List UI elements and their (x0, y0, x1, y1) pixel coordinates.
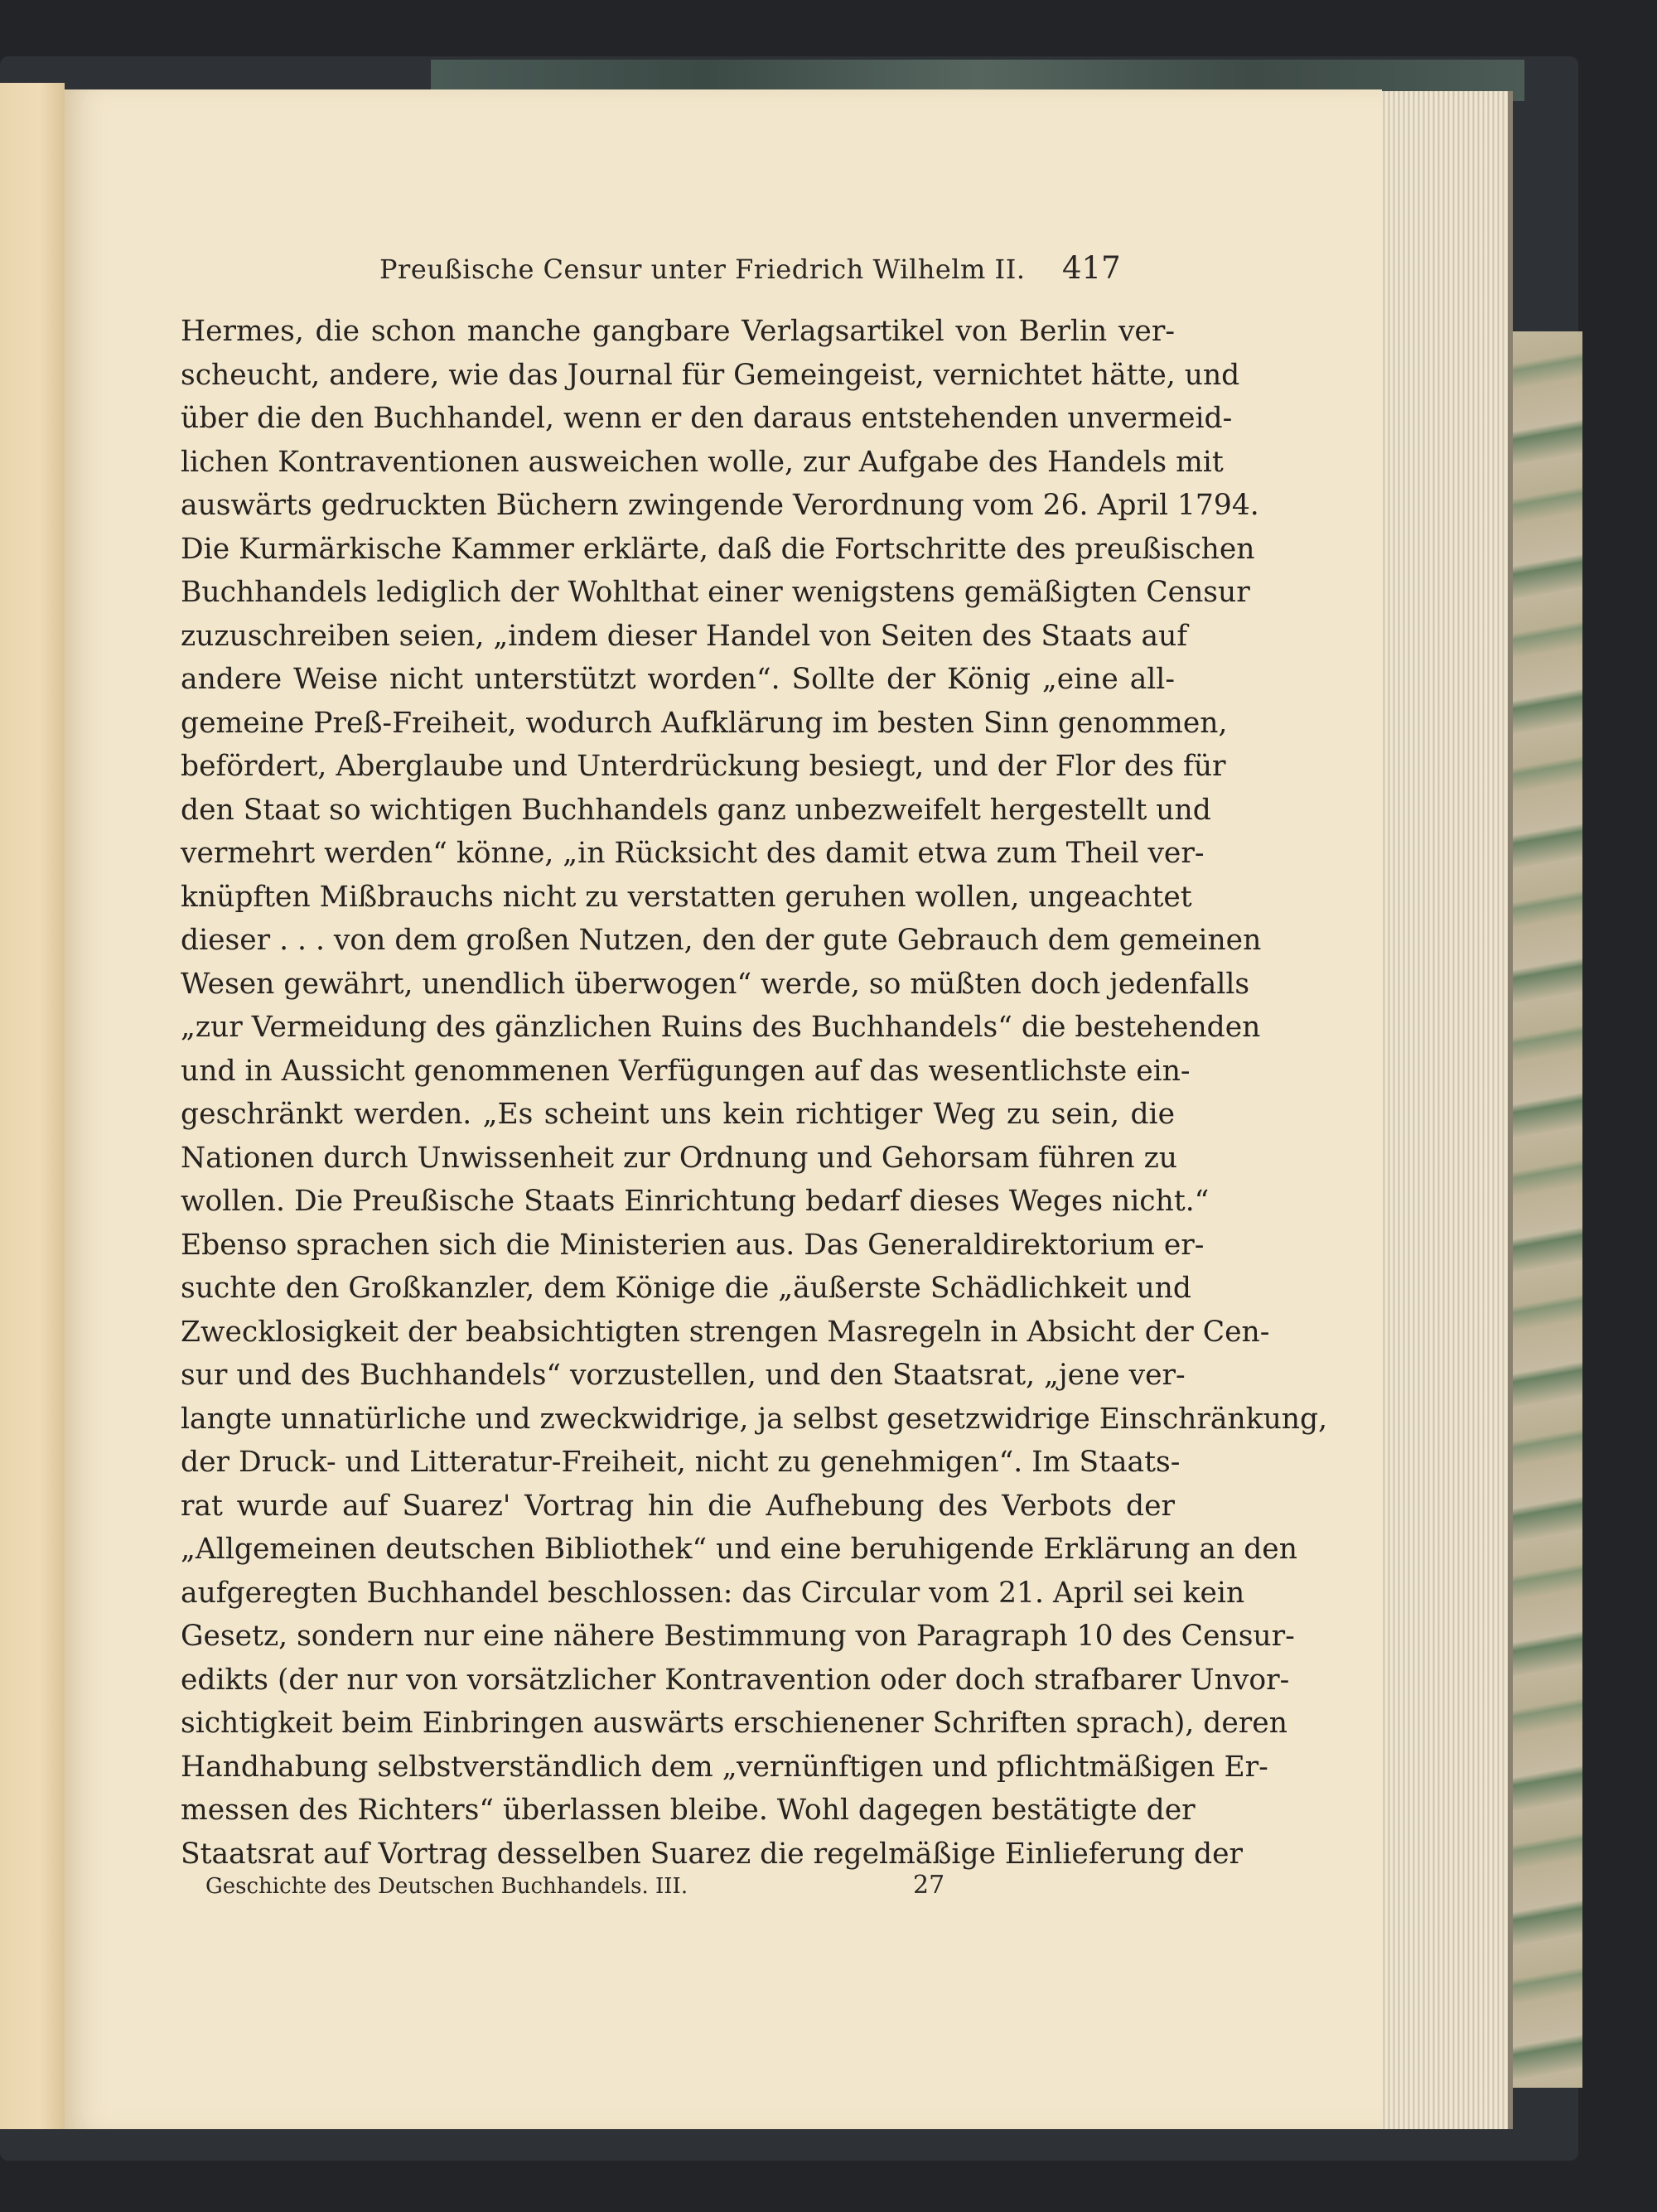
text-line: dieser . . . von dem großen Nutzen, den der gute Gebrauch dem gemeinen (181, 924, 1262, 957)
text-line: „zur Vermeidung des gänzlichen Ruins des Buchhandels“ die bestehenden (181, 1011, 1261, 1044)
marbled-endpaper (1508, 331, 1582, 2088)
text-line: vermehrt werden“ könne, „in Rücksicht des damit etwa zum Theil ver- (181, 837, 1205, 870)
page-footer (65, 1871, 1382, 1915)
text-line: über die den Buchhandel, wenn er den daraus entstehenden unvermeid- (181, 402, 1233, 435)
text-line: andere Weise nicht unterstützt worden“. Sollte der König „eine all- (181, 663, 1175, 696)
text-line: edikts (der nur von vorsätzlicher Kontravention oder doch strafbarer Unvor- (181, 1663, 1290, 1697)
text-line: langte unnatürliche und zweckwidrige, ja selbst gesetzwidrige Einschränkung, (181, 1402, 1328, 1436)
book-page (65, 89, 1382, 2129)
text-line: aufgeregten Buchhandel beschlossen: das Circular vom 21. April sei kein (181, 1576, 1245, 1610)
text-line: knüpften Mißbrauchs nicht zu verstatten geruhen wollen, ungeachtet (181, 880, 1192, 914)
text-line: Wesen gewährt, unendlich überwogen“ werde, so müßten doch jedenfalls (181, 967, 1250, 1001)
text-line: sur und des Buchhandels“ vorzustellen, und den Staatsrat, „jene ver- (181, 1359, 1186, 1392)
text-line: Ebenso sprachen sich die Ministerien aus. Das Generaldirektorium er- (181, 1228, 1205, 1262)
running-title: Preußische Censur unter Friedrich Wilhelm II. (379, 254, 1026, 285)
text-line: zuzuschreiben seien, „indem dieser Handel von Seiten des Staats auf (181, 619, 1188, 653)
text-line: den Staat so wichtigen Buchhandels ganz unbezweifelt hergestellt und (181, 793, 1211, 827)
page-header (65, 250, 1382, 303)
signature-mark: 27 (913, 1871, 945, 1900)
text-line: sichtigkeit beim Einbringen auswärts erschienener Schriften sprach), deren (181, 1707, 1287, 1740)
text-line: scheucht, andere, wie das Journal für Gemeingeist, vernichtet hätte, und (181, 358, 1240, 392)
text-line: gemeine Preß-Freiheit, wodurch Aufklärung im besten Sinn genommen, (181, 706, 1228, 740)
text-line: und in Aussicht genommenen Verfügungen auf das wesentlichste ein- (181, 1054, 1191, 1088)
text-line: der Druck- und Litteratur-Freiheit, nicht zu genehmigen“. Im Staats- (181, 1446, 1181, 1479)
page-edge-stack (1375, 91, 1513, 2129)
text-line: lichen Kontraventionen ausweichen wolle, zur Aufgabe des Handels mit (181, 445, 1224, 479)
text-line: rat wurde auf Suarez' Vortrag hin die Aufhebung des Verbots der (181, 1489, 1175, 1523)
text-line: wollen. Die Preußische Staats Einrichtung bedarf dieses Weges nicht.“ (181, 1185, 1210, 1218)
text-line: Nationen durch Unwissenheit zur Ordnung und Gehorsam führen zu (181, 1141, 1177, 1175)
text-line: messen des Richters“ überlassen bleibe. Wohl dagegen bestätigte der (181, 1794, 1196, 1827)
text-line: befördert, Aberglaube und Unterdrückung besiegt, und der Flor des für (181, 750, 1226, 783)
body-text (181, 310, 1328, 1876)
text-line: Hermes, die schon manche gangbare Verlagsartikel von Berlin ver- (181, 315, 1175, 348)
text-line: Buchhandels lediglich der Wohlthat einer wenigstens gemäßigten Censur (181, 576, 1250, 609)
text-line: geschränkt werden. „Es scheint uns kein richtiger Weg zu sein, die (181, 1098, 1175, 1131)
text-line: suchte den Großkanzler, dem Könige die „äußerste Schädlichkeit und (181, 1272, 1191, 1305)
text-line: Staatsrat auf Vortrag desselben Suarez die regelmäßige Einlieferung der (181, 1837, 1243, 1871)
text-line: auswärts gedruckten Büchern zwingende Verordnung vom 26. April 1794. (181, 489, 1259, 522)
text-line: Handhabung selbstverständlich dem „vernünftigen und pflichtmäßigen Er- (181, 1750, 1268, 1784)
previous-page-edge (0, 83, 65, 2129)
page-number: 417 (1062, 250, 1121, 286)
text-line: Zwecklosigkeit der beabsichtigten strengen Masregeln in Absicht der Cen- (181, 1315, 1270, 1349)
text-line: Gesetz, sondern nur eine nähere Bestimmung von Paragraph 10 des Censur- (181, 1620, 1295, 1653)
footer-book-title: Geschichte des Deutschen Buchhandels. III. (205, 1874, 688, 1899)
text-line: „Allgemeinen deutschen Bibliothek“ und eine beruhigende Erklärung an den (181, 1533, 1297, 1566)
text-line: Die Kurmärkische Kammer erklärte, daß die Fortschritte des preußischen (181, 532, 1255, 566)
